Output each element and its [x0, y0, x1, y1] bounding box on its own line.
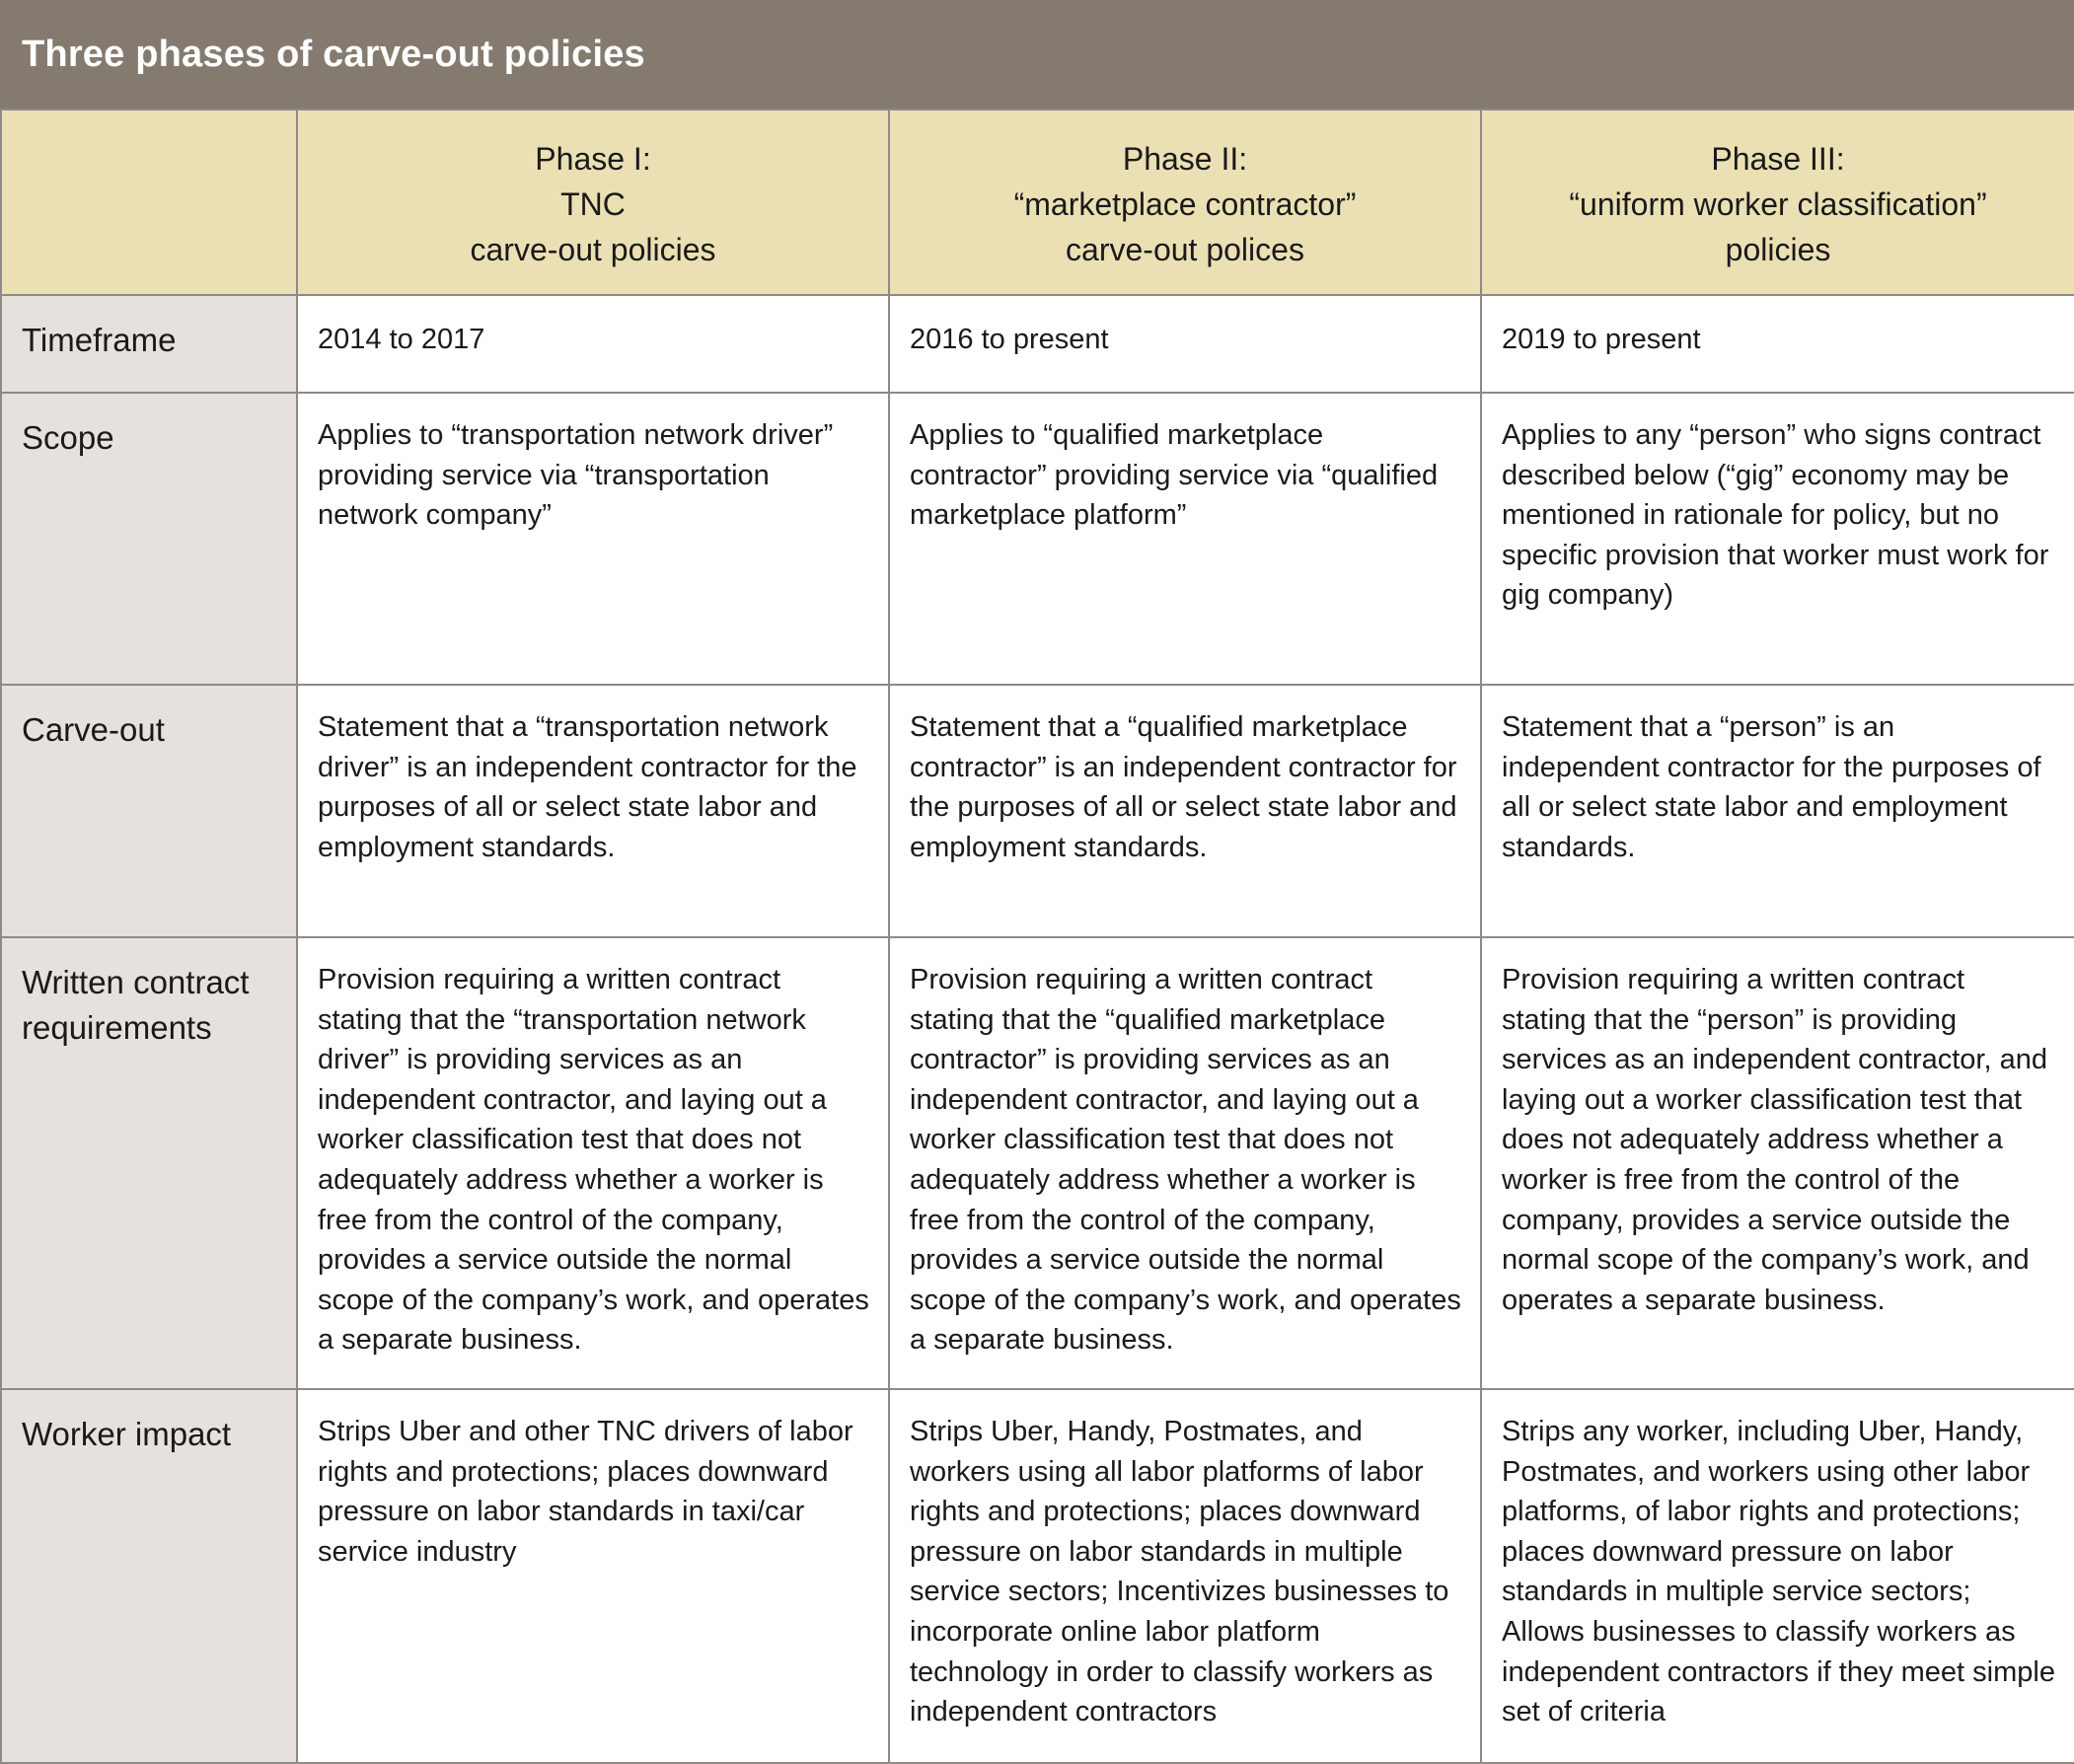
- cell-timeframe-phase-2: 2016 to present: [889, 295, 1481, 393]
- cell-scope-phase-3: Applies to any “person” who signs contract described below (“gig” economy may be mentioned in rationale for policy, but no specific provision that worker must work for gig company): [1481, 393, 2074, 685]
- title-bar: [0, 0, 2074, 109]
- cell-carve-out-phase-1: Statement that a “transportation network driver” is an independent contractor for the purposes of all or select state labor and employment standards.: [297, 685, 889, 937]
- table-row-written-contract: [1, 937, 2074, 1389]
- header-line: Phase III:: [1711, 141, 1845, 177]
- cell-worker-impact-phase-1: Strips Uber and other TNC drivers of labor rights and protections; places downward pressure on labor standards in taxi/car service industry: [297, 1389, 889, 1763]
- cell-scope-phase-1: Applies to “transportation network driver” providing service via “transportation network company”: [297, 393, 889, 685]
- cell-written-contract-phase-1: Provision requiring a written contract stating that the “transportation network driver” is providing services as an independent contractor, and laying out a worker classification test that does not adequately address whether a worker is free from the control of the company, provides a service outside the normal scope of the company’s work, and operates a separate business.: [297, 937, 889, 1389]
- header-line: Phase II:: [1122, 141, 1248, 177]
- row-label-text: Worker impact: [22, 1416, 232, 1452]
- header-line: carve-out policies: [470, 232, 716, 267]
- cell-timeframe-phase-1: 2014 to 2017: [297, 295, 889, 393]
- cell-timeframe-phase-3: 2019 to present: [1481, 295, 2074, 393]
- row-label-scope: [1, 393, 297, 685]
- row-label-text: Scope: [22, 419, 114, 456]
- cell-carve-out-phase-2: Statement that a “qualified marketplace contractor” is an independent contractor for the purposes of all or select state labor and employment standards.: [889, 685, 1481, 937]
- header-row: [1, 110, 2074, 295]
- row-label-carve-out: [1, 685, 297, 937]
- table-row-scope: [1, 393, 2074, 685]
- cell-written-contract-phase-2: Provision requiring a written contract stating that the “qualified marketplace contractor” is providing services as an independent contractor, and laying out a worker classification test that does not adequately address whether a worker is free from the control of the company, provides a service outside the normal scope of the company’s work, and operates a separate business.: [889, 937, 1481, 1389]
- header-phase-3: [1481, 110, 2074, 295]
- table-row-carve-out: [1, 685, 2074, 937]
- row-label-worker-impact: [1, 1389, 297, 1763]
- header-line: carve-out polices: [1066, 232, 1304, 267]
- header-line: “marketplace contractor”: [1013, 186, 1357, 222]
- header-corner-cell: [1, 110, 297, 295]
- cell-written-contract-phase-3: Provision requiring a written contract stating that the “person” is providing services as an independent contractor, and laying out a worker classification test that does not adequately address whether a worker is free from the control of the company, provides a service outside the normal scope of the company’s work, and operates a separate business.: [1481, 937, 2074, 1389]
- row-label-timeframe: [1, 295, 297, 393]
- header-line: Phase I:: [535, 141, 651, 177]
- table-row-worker-impact: [1, 1389, 2074, 1763]
- header-phase-2: [889, 110, 1481, 295]
- header-phase-1: [297, 110, 889, 295]
- cell-scope-phase-2: Applies to “qualified marketplace contractor” providing service via “qualified marketplace platform”: [889, 393, 1481, 685]
- header-line: “uniform worker classification”: [1569, 186, 1987, 222]
- page-title: Three phases of carve-out policies: [22, 33, 645, 75]
- row-label-text: Timeframe: [22, 322, 177, 358]
- row-label-written-contract: [1, 937, 297, 1389]
- phases-table: [0, 109, 2074, 1764]
- row-label-text: Written contract: [22, 964, 250, 1000]
- cell-worker-impact-phase-3: Strips any worker, including Uber, Handy, Postmates, and workers using other labor platforms, of labor rights and protections; places downward pressure on labor standards in multiple service sectors; Allows businesses to classify workers as independent contractors if they meet simple set of criteria: [1481, 1389, 2074, 1763]
- row-label-text: Carve-out: [22, 711, 165, 748]
- cell-worker-impact-phase-2: Strips Uber, Handy, Postmates, and workers using all labor platforms of labor rights and protections; places downward pressure on labor standards in multiple service sectors; Incentivizes businesses to incorporate online labor platform technology in order to classify workers as independent contractors: [889, 1389, 1481, 1763]
- cell-carve-out-phase-3: Statement that a “person” is an independent contractor for the purposes of all or select state labor and employment standards.: [1481, 685, 2074, 937]
- table-row-timeframe: [1, 295, 2074, 393]
- header-line: policies: [1725, 232, 1831, 267]
- header-line: TNC: [560, 186, 626, 222]
- row-label-text: requirements: [22, 1009, 212, 1046]
